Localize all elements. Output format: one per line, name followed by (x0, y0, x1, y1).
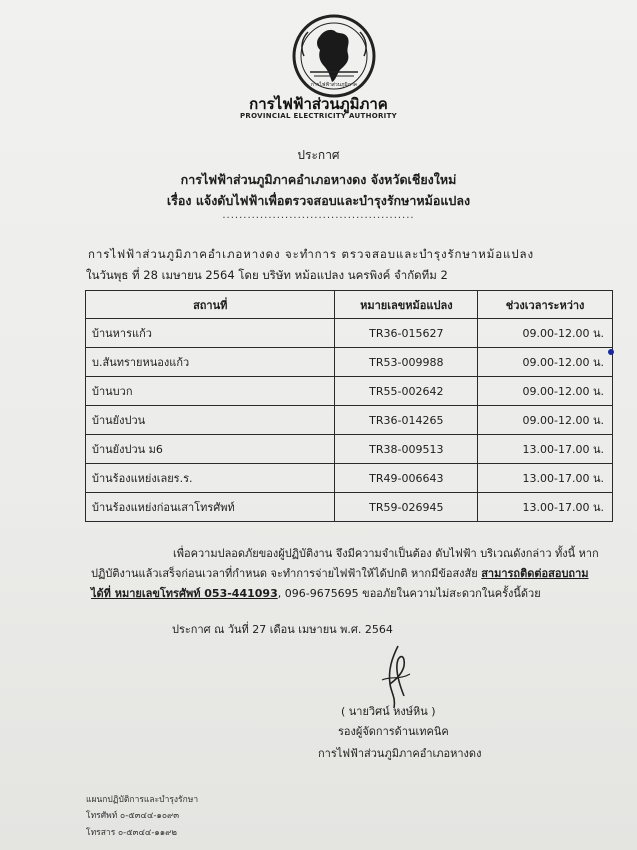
table-header-row (86, 291, 613, 319)
notice-line-1: เพื่อความปลอดภัยของผู้ปฏิบัติงาน จึงมีความจำเป็นต้อง ดับไฟฟ้า บริเวณดังกล่าว ทั้งนี้ หาก (173, 547, 599, 560)
contact-prompt: สามารถติดต่อสอบถาม (481, 567, 589, 580)
cell-time: 09.00-12.00 น. (478, 348, 613, 377)
column-header-transformer: หมายเลขหม้อแปลง (335, 291, 478, 319)
logo-caption: การไฟฟ้าส่วนภูมิภาค (310, 82, 358, 88)
footer-fax: โทรสาร ๐-๕๓๔๔-๑๑๙๒ (86, 828, 178, 838)
notice-line-3-text: , 096-9675695 ขออภัยในความไม่สะดวกในครั้งนี้ด้วย (277, 587, 541, 600)
cell-time: 09.00-12.00 น. (478, 319, 613, 348)
signatory-organization: การไฟฟ้าส่วนภูมิภาคอำเภอหางดง (318, 747, 482, 760)
cell-place: บ้านร้องแหย่งเลยร.ร. (86, 464, 335, 493)
cell-place: บ้านร้องแหย่งก่อนเสาโทรศัพท์ (86, 493, 335, 522)
cell-place: บ้านยังปวน (86, 406, 335, 435)
org-name-thai: การไฟฟ้าส่วนภูมิภาค (249, 95, 388, 113)
table-row (86, 348, 613, 377)
cell-transformer: TR53-009988 (335, 348, 478, 377)
pea-logo-icon (290, 12, 378, 100)
intro-line-2: ในวันพุธ ที่ 28 เมษายน 2564 โดย บริษัท หม้อแปลง นครพิงค์ จำกัดทีม 2 (86, 268, 448, 282)
footer-phone: โทรศัพท์ ๐-๕๓๔๔-๑๐๙๓ (86, 811, 180, 821)
notice-line-2-text: ปฏิบัติงานแล้วเสร็จก่อนเวลาที่กำหนด จะทำการจ่ายไฟฟ้าให้ได้ปกติ หากมีข้อสงสัย (91, 567, 482, 580)
signatory-name: ( นายวิศน์ หงษ์หิน ) (341, 705, 436, 718)
intro-line-1: การไฟฟ้าส่วนภูมิภาคอำเภอหางดง จะทำการ ตรวจสอบและบำรุงรักษาหม้อแปลง (88, 247, 535, 261)
notice-line-3 (91, 584, 541, 602)
table-row (86, 319, 613, 348)
column-header-place: สถานที่ (86, 291, 335, 319)
outage-table (85, 290, 613, 522)
announcement-label: ประกาศ (297, 148, 340, 162)
cell-place: บ้านยังปวน ม6 (86, 435, 335, 464)
cell-transformer: TR36-014265 (335, 406, 478, 435)
cell-time: 09.00-12.00 น. (478, 406, 613, 435)
table-row (86, 435, 613, 464)
cell-transformer: TR55-002642 (335, 377, 478, 406)
cell-transformer: TR38-009513 (335, 435, 478, 464)
cell-place: บ้านบวก (86, 377, 335, 406)
announcement-heading-1: การไฟฟ้าส่วนภูมิภาคอำเภอหางดง จังหวัดเชียงใหม่ (180, 172, 457, 187)
table-row (86, 406, 613, 435)
announcement-subject: เรื่อง แจ้งดับไฟฟ้าเพื่อตรวจสอบและบำรุงรักษาหม้อแปลง (166, 193, 471, 208)
notice-line-2 (91, 564, 589, 582)
signatory-position: รองผู้จัดการด้านเทคนิค (338, 725, 449, 738)
cell-transformer: TR49-006643 (335, 464, 478, 493)
contact-phone: ได้ที่ หมายเลขโทรศัพท์ 053-441093 (91, 587, 278, 600)
cell-transformer: TR36-015627 (335, 319, 478, 348)
cell-transformer: TR59-026945 (335, 493, 478, 522)
cell-time: 13.00-17.00 น. (478, 464, 613, 493)
cell-time: 13.00-17.00 น. (478, 435, 613, 464)
footer-department: แผนกปฏิบัติการและบำรุงรักษา (86, 795, 199, 805)
table-row (86, 377, 613, 406)
org-name-english: PROVINCIAL ELECTRICITY AUTHORITY (239, 112, 398, 120)
ink-mark (608, 349, 614, 355)
table-row (86, 464, 613, 493)
table-row (86, 493, 613, 522)
cell-place: บ้านหารแก้ว (86, 319, 335, 348)
cell-place: บ.สันทรายหนองแก้ว (86, 348, 335, 377)
separator-dots: .............................................. (222, 210, 415, 221)
announcement-date: ประกาศ ณ วันที่ 27 เดือน เมษายน พ.ศ. 2564 (172, 623, 393, 636)
cell-time: 13.00-17.00 น. (478, 493, 613, 522)
column-header-time: ช่วงเวลาระหว่าง (478, 291, 613, 319)
cell-time: 09.00-12.00 น. (478, 377, 613, 406)
